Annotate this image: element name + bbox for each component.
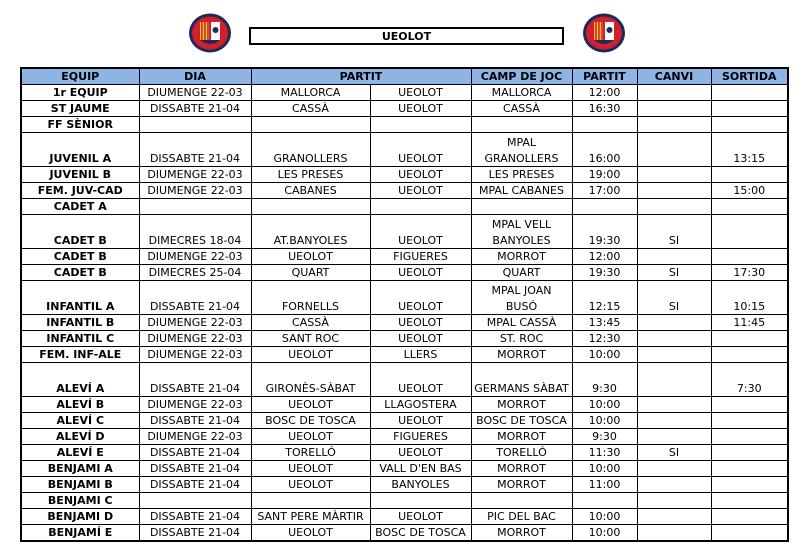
cell-equip: CADET B — [21, 249, 139, 265]
cell-hora: 10:00 — [572, 525, 637, 542]
camp-line-2: BUSÓ — [505, 300, 538, 313]
table-row — [21, 215, 788, 249]
col-header-equip: EQUIP — [21, 68, 139, 85]
cell-hora: 12:15 — [572, 281, 637, 315]
cell-sortida: 7:30 — [711, 363, 788, 397]
cell-hora: 12:00 — [572, 249, 637, 265]
cell-visiting-team: UEOLOT — [370, 445, 471, 461]
cell-camp — [471, 199, 572, 215]
cell-canvi: SI — [637, 281, 711, 315]
cell-dia: DISSABTE 21-04 — [139, 525, 251, 542]
cell-camp: MPAL CABANES — [471, 183, 572, 199]
table-row — [21, 315, 788, 331]
cell-canvi — [637, 85, 711, 101]
cell-canvi — [637, 347, 711, 363]
club-crest-icon — [188, 12, 232, 54]
cell-local-team: AT.BANYOLES — [251, 215, 370, 249]
cell-local-team: CABANES — [251, 183, 370, 199]
cell-visiting-team: LLERS — [370, 347, 471, 363]
cell-sortida — [711, 117, 788, 133]
cell-hora: 11:00 — [572, 477, 637, 493]
cell-local-team: UEOLOT — [251, 429, 370, 445]
cell-hora: 16:00 — [572, 133, 637, 167]
cell-dia: DIUMENGE 22-03 — [139, 167, 251, 183]
cell-visiting-team: UEOLOT — [370, 315, 471, 331]
cell-sortida — [711, 445, 788, 461]
cell-dia: DIUMENGE 22-03 — [139, 397, 251, 413]
table-row — [21, 429, 788, 445]
cell-visiting-team: UEOLOT — [370, 133, 471, 167]
table-row — [21, 493, 788, 509]
cell-hora: 17:00 — [572, 183, 637, 199]
cell-sortida — [711, 429, 788, 445]
table-row — [21, 461, 788, 477]
cell-sortida — [711, 493, 788, 509]
cell-local-team: TORELLÓ — [251, 445, 370, 461]
table-row — [21, 331, 788, 347]
cell-equip: BENJAMI D — [21, 509, 139, 525]
cell-camp: MORROT — [471, 477, 572, 493]
cell-sortida — [711, 215, 788, 249]
cell-sortida — [711, 347, 788, 363]
cell-visiting-team — [370, 493, 471, 509]
cell-dia: DISSABTE 21-04 — [139, 363, 251, 397]
cell-equip: FEM. INF-ALE — [21, 347, 139, 363]
cell-visiting-team: UEOLOT — [370, 265, 471, 281]
cell-canvi — [637, 477, 711, 493]
cell-visiting-team: UEOLOT — [370, 413, 471, 429]
cell-dia — [139, 493, 251, 509]
table-row — [21, 117, 788, 133]
cell-visiting-team: UEOLOT — [370, 215, 471, 249]
table-row — [21, 397, 788, 413]
cell-hora: 9:30 — [572, 363, 637, 397]
table-row — [21, 347, 788, 363]
table-row — [21, 199, 788, 215]
cell-hora: 13:45 — [572, 315, 637, 331]
cell-canvi — [637, 397, 711, 413]
cell-visiting-team: FIGUERES — [370, 249, 471, 265]
table-row — [21, 249, 788, 265]
cell-dia: DISSABTE 21-04 — [139, 281, 251, 315]
cell-visiting-team: UEOLOT — [370, 363, 471, 397]
camp-line-2: GRANOLLERS — [484, 152, 559, 165]
col-header-canvi: CANVI — [637, 68, 711, 85]
table-row — [21, 413, 788, 429]
cell-sortida: 15:00 — [711, 183, 788, 199]
cell-local-team: GRANOLLERS — [251, 133, 370, 167]
cell-equip: BENJAMI B — [21, 477, 139, 493]
cell-visiting-team: UEOLOT — [370, 167, 471, 183]
cell-local-team: UEOLOT — [251, 249, 370, 265]
cell-visiting-team: UEOLOT — [370, 509, 471, 525]
cell-hora: 19:00 — [572, 167, 637, 183]
cell-camp: MALLORCA — [471, 85, 572, 101]
cell-dia: DIUMENGE 22-03 — [139, 315, 251, 331]
cell-hora: 10:00 — [572, 397, 637, 413]
cell-equip: INFANTIL B — [21, 315, 139, 331]
cell-sortida: 13:15 — [711, 133, 788, 167]
cell-canvi — [637, 167, 711, 183]
cell-canvi — [637, 249, 711, 265]
col-header-sortida: SORTIDA — [711, 68, 788, 85]
cell-equip: INFANTIL A — [21, 281, 139, 315]
cell-visiting-team: UEOLOT — [370, 85, 471, 101]
cell-local-team: QUART — [251, 265, 370, 281]
cell-camp: MORROT — [471, 429, 572, 445]
cell-sortida — [711, 85, 788, 101]
cell-visiting-team: LLAGOSTERA — [370, 397, 471, 413]
cell-canvi — [637, 525, 711, 542]
cell-dia: DIMECRES 18-04 — [139, 215, 251, 249]
cell-local-team: MALLORCA — [251, 85, 370, 101]
cell-dia: DIUMENGE 22-03 — [139, 429, 251, 445]
cell-equip: ALEVÍ C — [21, 413, 139, 429]
cell-canvi — [637, 331, 711, 347]
cell-canvi — [637, 315, 711, 331]
cell-local-team — [251, 117, 370, 133]
cell-hora: 9:30 — [572, 429, 637, 445]
cell-equip: BENJAMI C — [21, 493, 139, 509]
cell-camp — [471, 493, 572, 509]
cell-visiting-team: FIGUERES — [370, 429, 471, 445]
table-row — [21, 167, 788, 183]
cell-dia: DISSABTE 21-04 — [139, 477, 251, 493]
cell-camp: MORROT — [471, 525, 572, 542]
cell-canvi — [637, 429, 711, 445]
cell-canvi — [637, 101, 711, 117]
cell-equip: ST JAUME — [21, 101, 139, 117]
cell-local-team: UEOLOT — [251, 525, 370, 542]
cell-dia: DISSABTE 21-04 — [139, 461, 251, 477]
cell-equip: ALEVÍ E — [21, 445, 139, 461]
cell-dia: DISSABTE 21-04 — [139, 445, 251, 461]
cell-visiting-team: BANYOLES — [370, 477, 471, 493]
table-row — [21, 281, 788, 315]
cell-equip: JUVENIL B — [21, 167, 139, 183]
cell-sortida — [711, 167, 788, 183]
cell-equip: CADET B — [21, 265, 139, 281]
cell-hora: 12:30 — [572, 331, 637, 347]
table-row — [21, 133, 788, 167]
cell-camp: MORROT — [471, 397, 572, 413]
cell-hora — [572, 117, 637, 133]
col-header-camp: CAMP DE JOC — [471, 68, 572, 85]
col-header-dia: DIA — [139, 68, 251, 85]
cell-sortida: 17:30 — [711, 265, 788, 281]
cell-local-team: LES PRESES — [251, 167, 370, 183]
table-row — [21, 101, 788, 117]
cell-sortida — [711, 413, 788, 429]
cell-camp — [471, 215, 572, 249]
cell-local-team — [251, 493, 370, 509]
cell-canvi — [637, 461, 711, 477]
cell-sortida — [711, 101, 788, 117]
cell-canvi — [637, 133, 711, 167]
cell-dia: DISSABTE 21-04 — [139, 101, 251, 117]
cell-local-team: UEOLOT — [251, 347, 370, 363]
cell-dia: DIUMENGE 22-03 — [139, 347, 251, 363]
cell-hora: 19:30 — [572, 265, 637, 281]
cell-camp — [471, 281, 572, 315]
cell-hora: 10:00 — [572, 509, 637, 525]
cell-equip: ALEVÍ D — [21, 429, 139, 445]
cell-hora: 10:00 — [572, 461, 637, 477]
table-row — [21, 363, 788, 397]
cell-camp: TORELLÓ — [471, 445, 572, 461]
cell-dia: DISSABTE 21-04 — [139, 133, 251, 167]
cell-sortida — [711, 509, 788, 525]
cell-canvi: SI — [637, 445, 711, 461]
table-row — [21, 509, 788, 525]
cell-camp: CASSÀ — [471, 101, 572, 117]
cell-local-team: UEOLOT — [251, 461, 370, 477]
col-header-partit: PARTIT — [251, 68, 471, 85]
cell-canvi — [637, 493, 711, 509]
cell-equip: INFANTIL C — [21, 331, 139, 347]
cell-equip: 1r EQUIP — [21, 85, 139, 101]
camp-line-2: BANYOLES — [492, 234, 551, 247]
cell-local-team: UEOLOT — [251, 477, 370, 493]
cell-canvi — [637, 183, 711, 199]
cell-visiting-team: VALL D'EN BAS — [370, 461, 471, 477]
cell-camp: MORROT — [471, 347, 572, 363]
cell-local-team: FORNELLS — [251, 281, 370, 315]
schedule-table — [20, 67, 789, 542]
cell-hora — [572, 199, 637, 215]
cell-camp: MPAL CASSÀ — [471, 315, 572, 331]
table-row — [21, 477, 788, 493]
cell-camp: MORROT — [471, 461, 572, 477]
cell-dia: DISSABTE 21-04 — [139, 509, 251, 525]
cell-visiting-team: UEOLOT — [370, 331, 471, 347]
cell-visiting-team: UEOLOT — [370, 101, 471, 117]
cell-camp: QUART — [471, 265, 572, 281]
cell-equip: JUVENIL A — [21, 133, 139, 167]
cell-equip: BENJAMÍ E — [21, 525, 139, 542]
cell-equip: FF SÈNIOR — [21, 117, 139, 133]
cell-camp — [471, 117, 572, 133]
cell-sortida — [711, 461, 788, 477]
cell-visiting-team: UEOLOT — [370, 281, 471, 315]
cell-visiting-team — [370, 117, 471, 133]
cell-local-team: UEOLOT — [251, 397, 370, 413]
cell-sortida — [711, 331, 788, 347]
cell-dia: DIUMENGE 22-03 — [139, 85, 251, 101]
cell-sortida — [711, 249, 788, 265]
cell-hora: 12:00 — [572, 85, 637, 101]
cell-dia: DISSABTE 21-04 — [139, 413, 251, 429]
cell-camp: PIC DEL BAC — [471, 509, 572, 525]
cell-visiting-team: BOSC DE TOSCA — [370, 525, 471, 542]
cell-local-team: GIRONÈS-SÀBAT — [251, 363, 370, 397]
cell-canvi — [637, 199, 711, 215]
cell-canvi: SI — [637, 215, 711, 249]
camp-line-1: MPAL JOAN — [491, 284, 552, 297]
table-row — [21, 445, 788, 461]
cell-hora — [572, 493, 637, 509]
cell-equip: BENJAMI A — [21, 461, 139, 477]
cell-local-team — [251, 199, 370, 215]
cell-canvi — [637, 363, 711, 397]
cell-canvi — [637, 413, 711, 429]
table-row — [21, 265, 788, 281]
cell-visiting-team — [370, 199, 471, 215]
cell-sortida — [711, 397, 788, 413]
camp-line-1: MPAL VELL — [491, 218, 552, 231]
schedule-body — [21, 85, 788, 542]
table-row — [21, 525, 788, 542]
cell-sortida — [711, 199, 788, 215]
cell-canvi: SI — [637, 265, 711, 281]
cell-hora: 10:00 — [572, 413, 637, 429]
cell-equip: ALEVÍ B — [21, 397, 139, 413]
cell-dia: DIUMENGE 22-03 — [139, 331, 251, 347]
cell-camp: GERMANS SÀBAT — [471, 363, 572, 397]
cell-dia — [139, 199, 251, 215]
table-row — [21, 85, 788, 101]
cell-equip: ALEVÍ A — [21, 363, 139, 397]
cell-local-team: SANT ROC — [251, 331, 370, 347]
cell-local-team: CASSÀ — [251, 101, 370, 117]
cell-canvi — [637, 509, 711, 525]
cell-camp: BOSC DE TOSCA — [471, 413, 572, 429]
cell-dia: DIMECRES 25-04 — [139, 265, 251, 281]
cell-camp: MORROT — [471, 249, 572, 265]
cell-local-team: SANT PERE MÀRTIR — [251, 509, 370, 525]
cell-sortida — [711, 477, 788, 493]
cell-camp: ST. ROC — [471, 331, 572, 347]
page-title: UEOLOT — [249, 27, 564, 45]
club-crest-icon — [582, 12, 626, 54]
table-header-row — [21, 68, 788, 85]
cell-equip: CADET A — [21, 199, 139, 215]
cell-dia: DIUMENGE 22-03 — [139, 183, 251, 199]
cell-hora: 10:00 — [572, 347, 637, 363]
cell-dia — [139, 117, 251, 133]
cell-dia: DIUMENGE 22-03 — [139, 249, 251, 265]
cell-sortida — [711, 525, 788, 542]
cell-camp: LES PRESES — [471, 167, 572, 183]
cell-camp — [471, 133, 572, 167]
table-row — [21, 183, 788, 199]
cell-visiting-team: UEOLOT — [370, 183, 471, 199]
col-header-hora: PARTIT — [572, 68, 637, 85]
cell-equip: CADET B — [21, 215, 139, 249]
cell-hora: 11:30 — [572, 445, 637, 461]
cell-canvi — [637, 117, 711, 133]
cell-hora: 16:30 — [572, 101, 637, 117]
cell-equip: FEM. JUV-CAD — [21, 183, 139, 199]
cell-local-team: BOSC DE TOSCA — [251, 413, 370, 429]
cell-hora: 19:30 — [572, 215, 637, 249]
cell-sortida: 10:15 — [711, 281, 788, 315]
cell-local-team: CASSÀ — [251, 315, 370, 331]
camp-line-1: MPAL — [506, 136, 537, 149]
cell-sortida: 11:45 — [711, 315, 788, 331]
